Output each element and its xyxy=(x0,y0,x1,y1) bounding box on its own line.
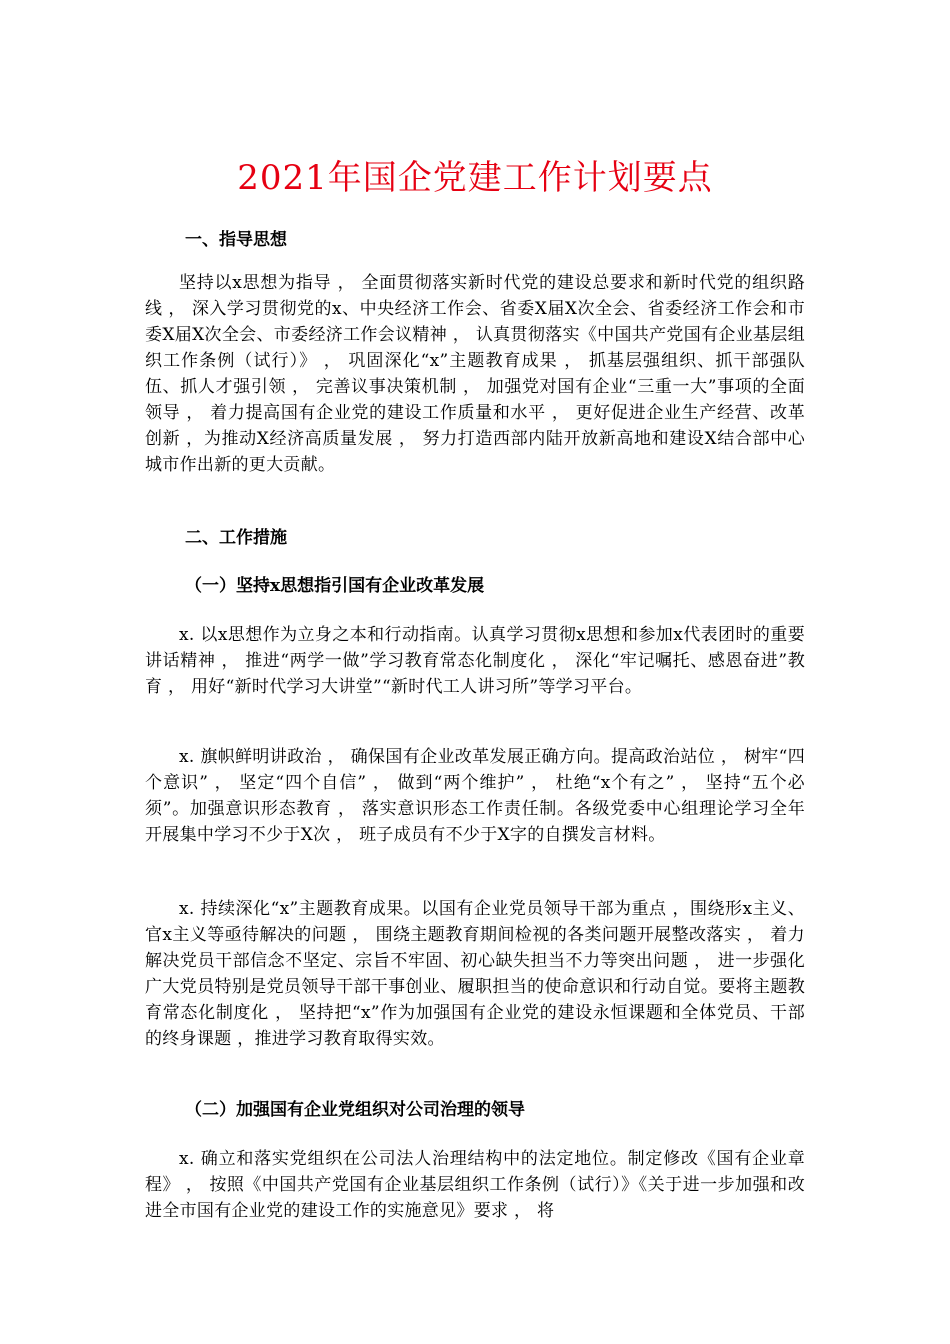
paragraph-2-1: x. 确立和落实党组织在公司法人治理结构中的法定地位。制定修改《国有企业章程》 ， 按照《中国共产党国有企业基层组织工作条例（试行）》《关于进一步加强和改进全市国有企业党的建设工作的实施意见》要求 ， 将 xyxy=(145,1149,805,1221)
paragraph-1-1: x. 以x思想作为立身之本和行动指南。认真学习贯彻x思想和参加x代表团时的重要讲话精神 ， 推进“两学一做”学习教育常态化制度化 ， 深化“牢记嘱托、感恩奋进”教育 ， 用好“新时代学习大讲堂”“新时代工人讲习所”等学习平台。 xyxy=(145,625,805,697)
subsection-heading-2: （二）加强国有企业党组织对公司治理的领导 xyxy=(185,1100,525,1120)
document-title: 2021年国企党建工作计划要点 xyxy=(237,158,713,198)
paragraph-1-3: x. 持续深化“x”主题教育成果。以国有企业党员领导干部为重点 ，围绕形x主义、官x主义等亟待解决的问题 ， 围绕主题教育期间检视的各类问题开展整改落实 ， 着力解决党员干部信念不坚定、宗旨不牢固、初心缺失担当不力等突出问题 ， 进一步强化广大党员特别是党员领导干部干事创业、履职担当的使命意识和行动自觉。要将主题教育常态化制度化 ， 坚持把“x”作为加强国有企业党的建设永恒课题和全体党员、干部的终身课题 ，推进学习教育取得实效。 xyxy=(145,899,805,1049)
paragraph-guiding-ideology: 坚持以x思想为指导 ， 全面贯彻落实新时代党的建设总要求和新时代党的组织路线 ， 深入学习贯彻党的x、中央经济工作会、省委X届X次全会、省委经济工作会和市委X届X次全会、市委经济工作会议精神 ， 认真贯彻落实《中国共产党国有企业基层组织工作条例（试行）》 ， 巩固深化“x”主题教育成果 ， 抓基层强组织、抓干部强队伍、抓人才强引领 ， 完善议事决策机制 ， 加强党对国有企业“三重一大”事项的全面领导 ， 着力提高国有企业党的建设工作质量和水平 ， 更好促进企业生产经营、改革创新 ，为推动X经济高质量发展 ， 努力打造西部内陆开放新高地和建设X结合部中心城市作出新的更大贡献。 xyxy=(145,273,805,475)
section-heading-work-measures: 二、工作措施 xyxy=(185,528,287,548)
section-heading-guiding-ideology: 一、指导思想 xyxy=(185,230,287,250)
paragraph-1-2: x. 旗帜鲜明讲政治 ， 确保国有企业改革发展正确方向。提高政治站位 ， 树牢“四个意识” ， 坚定“四个自信” ， 做到“两个维护” ， 杜绝“x个有之” ， 坚持“五个必须”。加强意识形态教育 ， 落实意识形态工作责任制。各级党委中心组理论学习全年开展集中学习不少于X次 ， 班子成员有不少于X字的自撰发言材料。 xyxy=(145,747,805,845)
subsection-heading-1: （一）坚持x思想指引国有企业改革发展 xyxy=(185,576,485,596)
